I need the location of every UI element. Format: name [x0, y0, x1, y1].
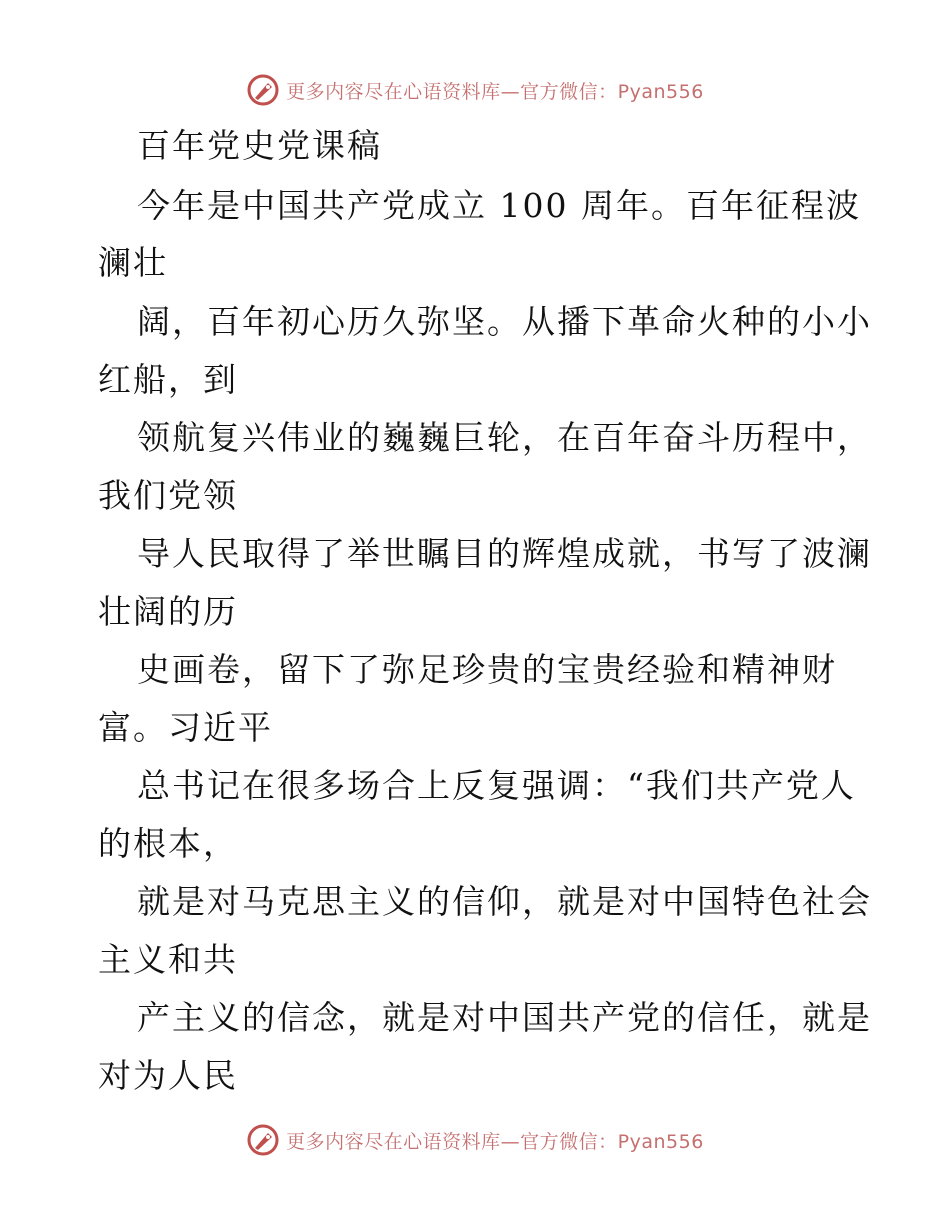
paragraph-line: 领航复兴伟业的巍巍巨轮，在百年奋斗历程中，	[137, 418, 872, 457]
paragraph-line: 主义和共	[98, 940, 238, 979]
paragraph-line: 产主义的信念，就是对中国共产党的信任，就是	[137, 998, 872, 1037]
paragraph-line: 澜壮	[98, 243, 168, 282]
paragraph-line: 今年是中国共产党成立 100 周年。百年征程波	[137, 186, 861, 225]
paragraph-line: 富。习近平	[98, 708, 273, 747]
document-title: 百年党史党课稿	[137, 126, 382, 165]
paragraph-line: 就是对马克思主义的信仰，就是对中国特色社会	[137, 882, 872, 921]
paragraph-line: 对为人民	[98, 1056, 238, 1095]
paragraph-line: 我们党领	[98, 476, 238, 515]
paragraph-line: 壮阔的历	[98, 592, 238, 631]
paragraph-line: 导人民取得了举世瞩目的辉煌成就，书写了波澜	[137, 534, 872, 573]
paragraph-line: 总书记在很多场合上反复强调：“我们共产党人	[137, 766, 856, 805]
paragraph-line: 史画卷，留下了弥足珍贵的宝贵经验和精神财	[137, 650, 837, 689]
pen-nib-logo-icon	[246, 73, 280, 107]
paragraph-line: 阔，百年初心历久弥坚。从播下革命火种的小小	[137, 302, 872, 341]
paragraph-line: 的根本，	[98, 824, 238, 863]
pen-nib-logo-icon	[246, 1123, 280, 1157]
banner-text: 更多内容尽在心语资料库—官方微信：Pyan556	[286, 1130, 704, 1153]
header-banner	[0, 70, 950, 110]
banner-text: 更多内容尽在心语资料库—官方微信：Pyan556	[286, 80, 704, 103]
footer-banner	[0, 1120, 950, 1160]
paragraph-line: 红船，到	[98, 360, 238, 399]
